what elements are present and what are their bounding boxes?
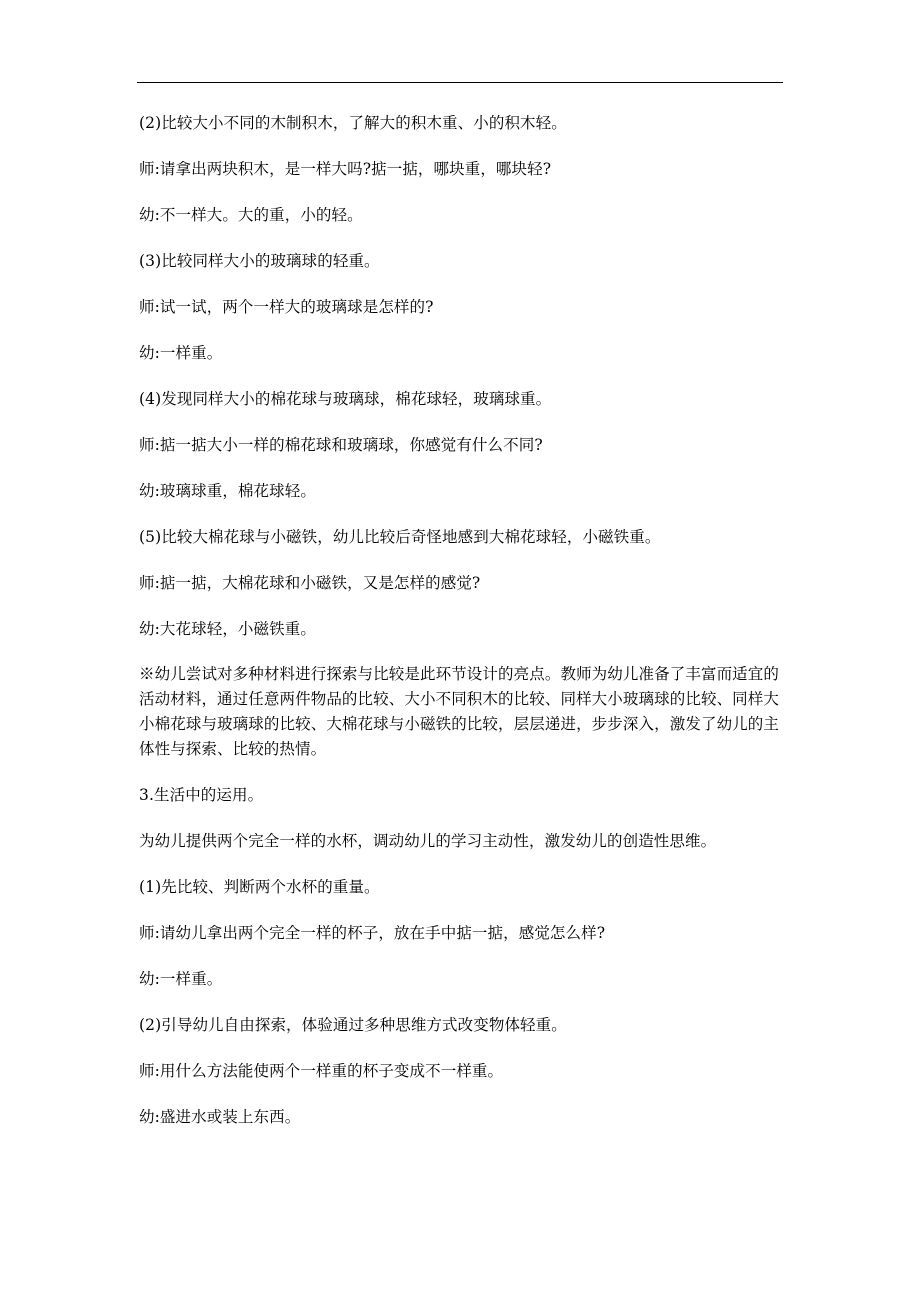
document-body — [139, 110, 779, 1150]
child-line: 幼:一样重。 — [139, 344, 223, 362]
paragraph-step-5: (5)比较大棉花球与小磁铁，幼儿比较后奇怪地感到大棉花球轻，小磁铁重。 — [139, 528, 661, 546]
child-line: 幼:盛进水或装上东西。 — [139, 1108, 301, 1126]
teacher-line: 师:掂一掂大小一样的棉花球和玻璃球，你感觉有什么不同? — [139, 436, 543, 454]
child-line: 幼:一样重。 — [139, 970, 223, 988]
section-heading: 3.生活中的运用。 — [139, 786, 264, 804]
paragraph-step-4: (4)发现同样大小的棉花球与玻璃球，棉花球轻，玻璃球重。 — [139, 390, 552, 408]
section-intro: 为幼儿提供两个完全一样的水杯，调动幼儿的学习主动性，激发幼儿的创造性思维。 — [139, 832, 717, 850]
paragraph-step-2: (2)比较大小不同的木制积木，了解大的积木重、小的积木轻。 — [139, 114, 567, 132]
paragraph-step-3: (3)比较同样大小的玻璃球的轻重。 — [139, 252, 380, 270]
commentary-note: ※幼儿尝试对多种材料进行探索与比较是此环节设计的亮点。教师为幼儿准备了丰富而适宜的活动材料，通过任意两件物品的比较、大小不同积木的比较、同样大小玻璃球的比较、同样大小棉花球与玻璃球的比较、大棉花球与小磁铁的比较，层层递进，步步深入，激发了幼儿的主体性与探索、比较的热情。 — [139, 665, 779, 758]
child-line: 幼:不一样大。大的重，小的轻。 — [139, 206, 363, 224]
teacher-line: 师:请拿出两块积木，是一样大吗?掂一掂，哪块重，哪块轻? — [139, 160, 552, 178]
teacher-line: 师:掂一掂，大棉花球和小磁铁，又是怎样的感觉? — [139, 574, 481, 592]
paragraph-step-2b: (2)引导幼儿自由探索，体验通过多种思维方式改变物体轻重。 — [139, 1016, 567, 1034]
teacher-line: 师:用什么方法能使两个一样重的杯子变成不一样重。 — [139, 1062, 504, 1080]
child-line: 幼:大花球轻，小磁铁重。 — [139, 620, 316, 638]
teacher-line: 师:请幼儿拿出两个完全一样的杯子，放在手中掂一掂，感觉怎么样? — [139, 924, 606, 942]
teacher-line: 师:试一试，两个一样大的玻璃球是怎样的? — [139, 298, 434, 316]
child-line: 幼:玻璃球重，棉花球轻。 — [139, 482, 316, 500]
paragraph-step-1: (1)先比较、判断两个水杯的重量。 — [139, 878, 380, 896]
header-rule — [137, 82, 783, 83]
